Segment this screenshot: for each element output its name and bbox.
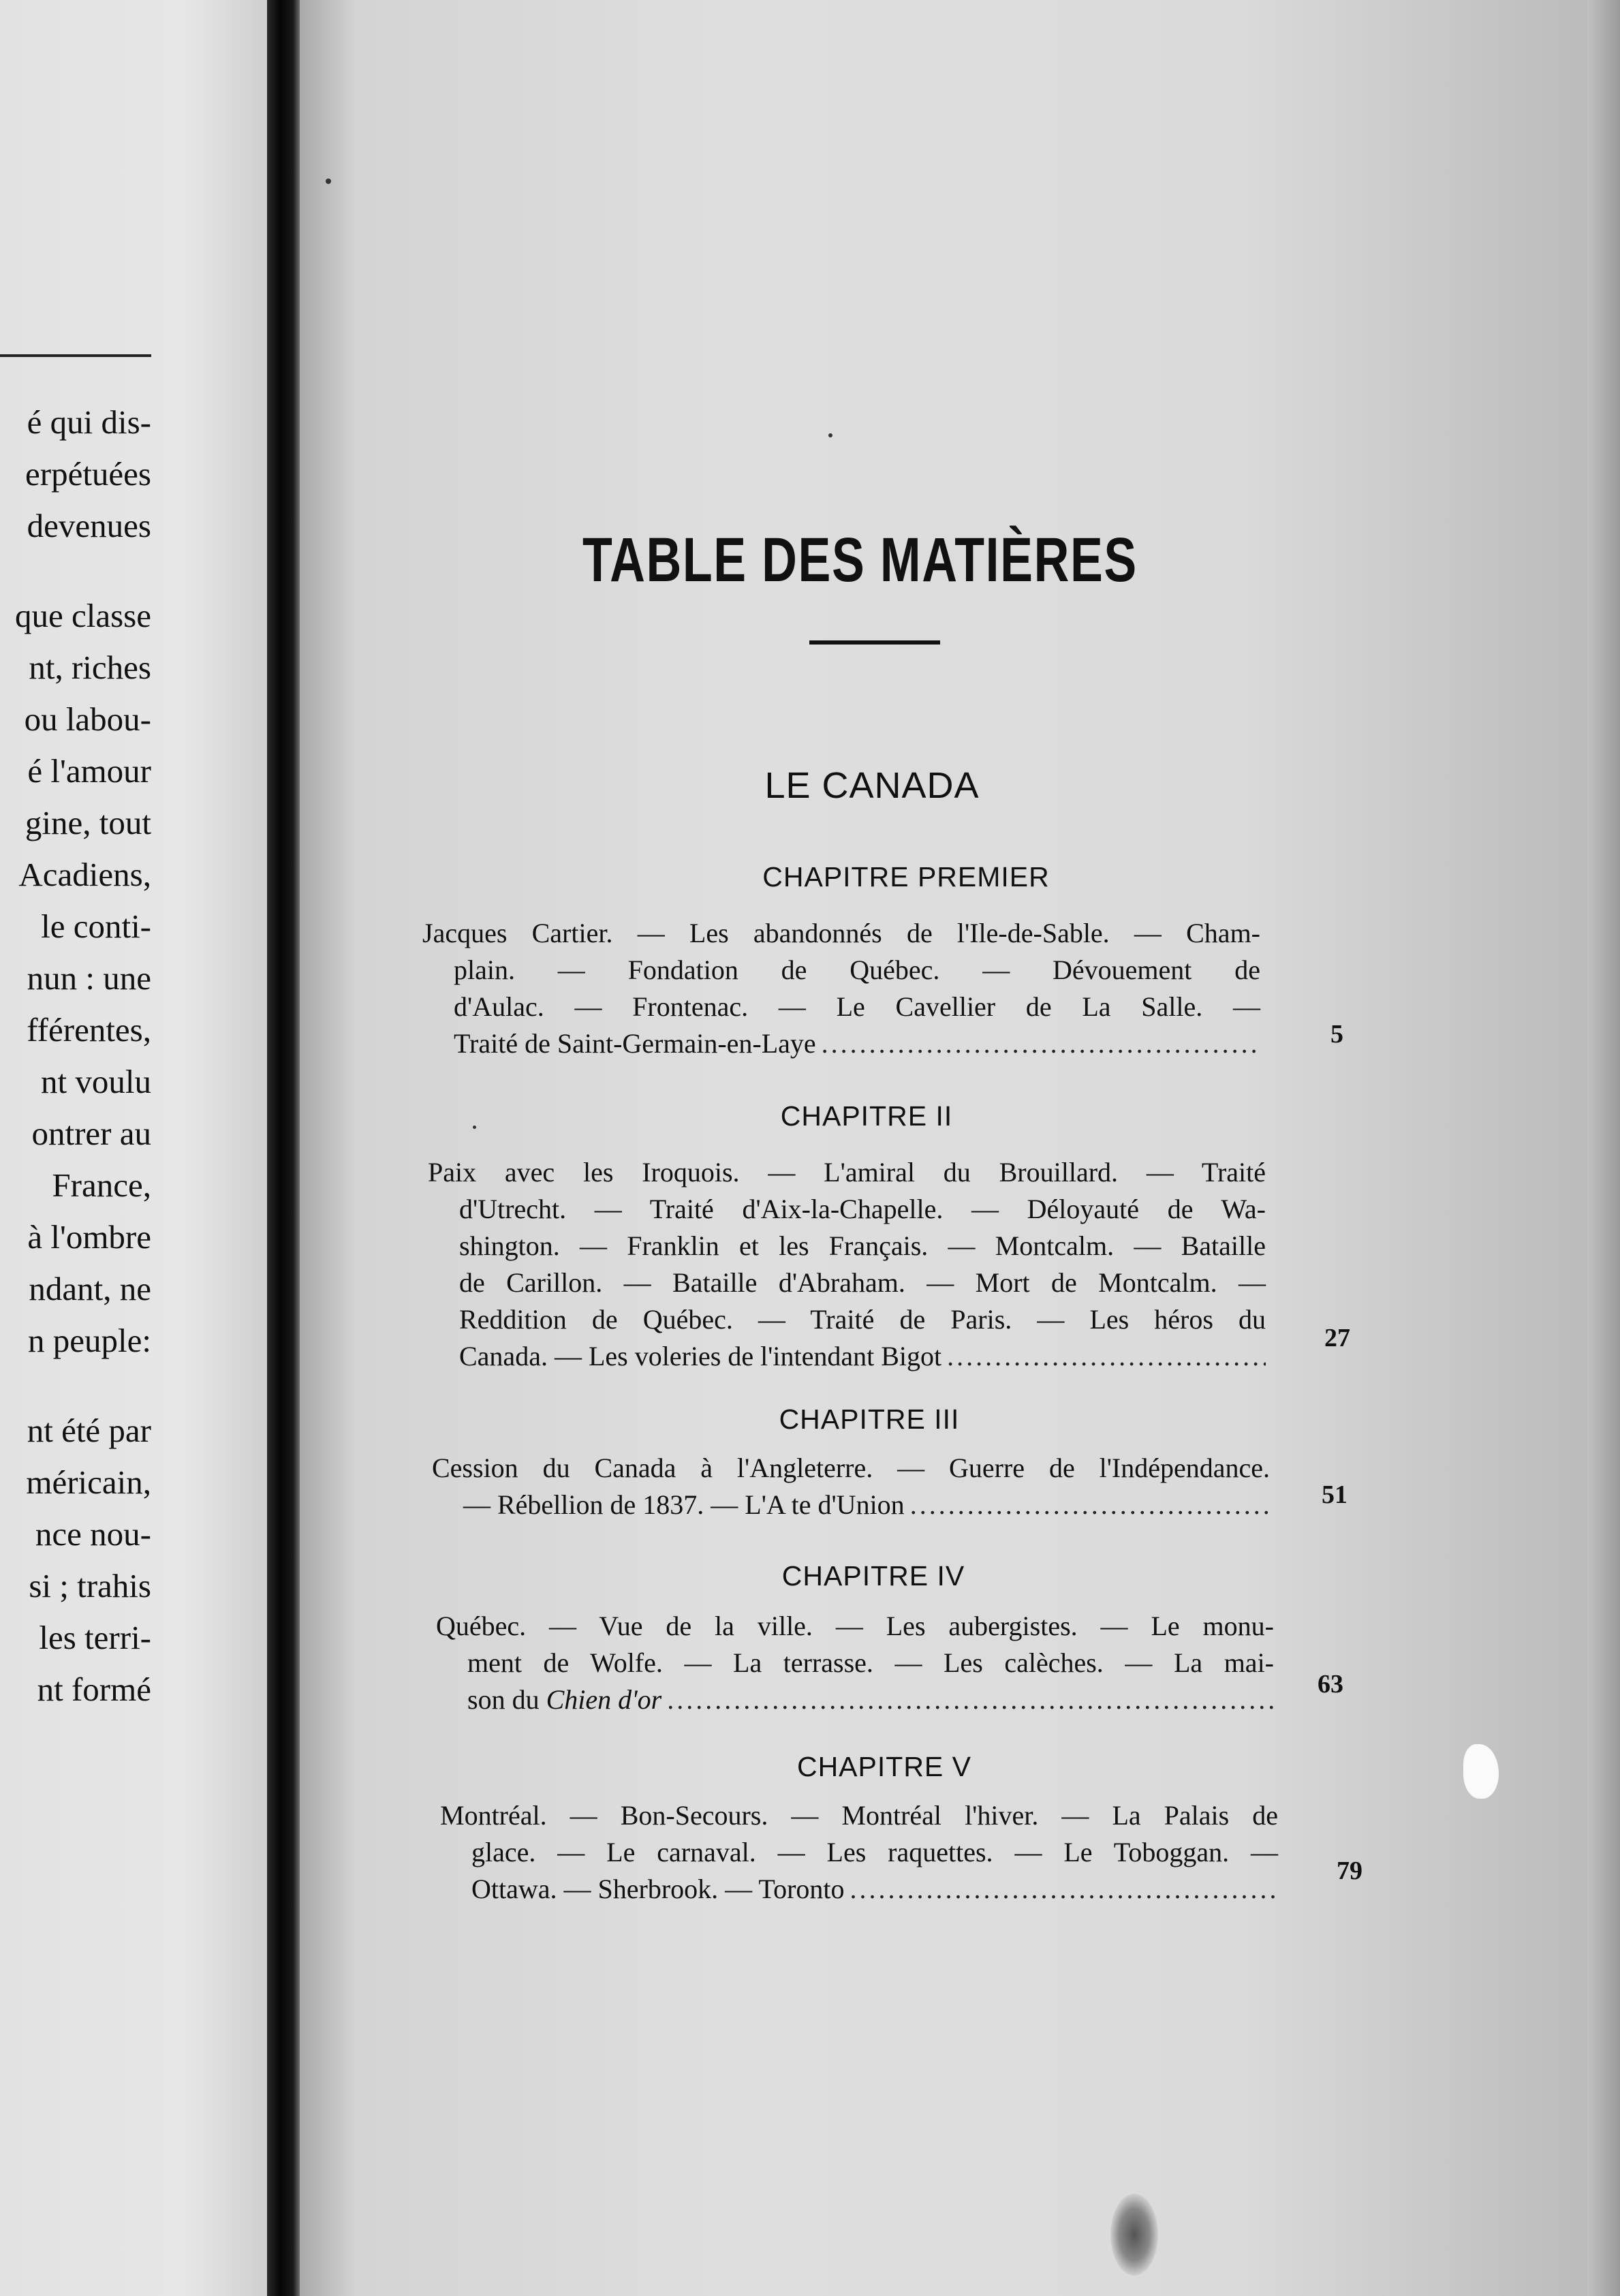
toc-entry bbox=[440, 1797, 1278, 1908]
left-line: le conti- bbox=[41, 907, 151, 945]
left-line-gap bbox=[15, 1367, 151, 1405]
left-line: erpétuées bbox=[25, 455, 151, 493]
toc-entry-line: Paix avec les Iroquois. — L'amiral du Brouillard. — Traité bbox=[428, 1157, 1266, 1188]
page-number: 79 bbox=[1337, 1857, 1362, 1885]
left-line: ou labou- bbox=[24, 700, 151, 738]
left-line: nt, riches bbox=[29, 649, 151, 686]
toc-entry-line: Jacques Cartier. — Les abandonnés de l'Ile-de-Sable. — Cham- bbox=[422, 918, 1260, 948]
left-line: que classe bbox=[15, 597, 151, 634]
page-number: 5 bbox=[1330, 1020, 1343, 1049]
left-line: devenues bbox=[27, 507, 151, 544]
page-number: 51 bbox=[1322, 1480, 1348, 1509]
chapter-heading: CHAPITRE III bbox=[779, 1403, 960, 1435]
toc-entry-line: glace. — Le carnaval. — Les raquettes. — Le Toboggan. — bbox=[471, 1837, 1278, 1867]
toc-entry-line: d'Aulac. — Frontenac. — Le Cavellier de La Salle. — bbox=[454, 991, 1260, 1022]
toc-entry-line: d'Utrecht. — Traité d'Aix-la-Chapelle. — Déloyauté de Wa- bbox=[459, 1194, 1266, 1224]
toc-entry-text: Canada. — Les voleries de l'intendant Bigot bbox=[459, 1341, 942, 1371]
leader-dots bbox=[667, 1681, 1274, 1718]
toc-entry-line: Cession du Canada à l'Angleterre. — Guerre de l'Indépendance. bbox=[432, 1453, 1270, 1483]
toc-entry-line: plain. — Fondation de Québec. — Dévouement de bbox=[454, 955, 1260, 985]
dust-speck bbox=[326, 179, 331, 184]
left-line: fférentes, bbox=[27, 1011, 151, 1049]
left-line: ndant, ne bbox=[29, 1270, 151, 1307]
ink-smudge-artifact bbox=[1110, 2194, 1158, 2276]
toc-entry bbox=[428, 1154, 1266, 1375]
toc-entry-text-start: son du bbox=[467, 1684, 540, 1715]
left-line: é l'amour bbox=[27, 752, 151, 790]
title-rule bbox=[809, 640, 940, 645]
right-page bbox=[354, 0, 1620, 2296]
toc-entry bbox=[432, 1450, 1270, 1523]
toc-entry-text bbox=[467, 1681, 661, 1718]
toc-entry-text: Ottawa. — Sherbrook. — Toronto bbox=[471, 1874, 845, 1904]
left-line: méricain, bbox=[26, 1463, 151, 1501]
page-number: 27 bbox=[1324, 1324, 1350, 1352]
leader-dots bbox=[947, 1338, 1266, 1375]
dust-speck bbox=[473, 1126, 476, 1129]
toc-entry-line bbox=[422, 1025, 1260, 1062]
dust-speck bbox=[828, 433, 832, 437]
toc-entry-line bbox=[440, 1871, 1278, 1908]
left-line: ontrer au bbox=[31, 1115, 151, 1152]
chapter-heading: CHAPITRE PREMIER bbox=[762, 861, 1050, 893]
left-line: nt voulu bbox=[41, 1063, 151, 1100]
left-line: é qui dis- bbox=[27, 403, 151, 441]
chapter-heading: CHAPITRE IV bbox=[781, 1560, 965, 1592]
page-edge-shadow bbox=[1587, 0, 1620, 2296]
toc-entry-text: Traité de Saint-Germain-en-Laye bbox=[454, 1028, 816, 1059]
left-line: France, bbox=[52, 1166, 151, 1204]
toc-entry-text: — Rébellion de 1837. — L'A te d'Union bbox=[463, 1489, 905, 1520]
left-line: Acadiens, bbox=[18, 856, 151, 893]
toc-entry-line bbox=[428, 1338, 1266, 1375]
toc-entry-line: shington. — Franklin et les Français. — Montcalm. — Bataille bbox=[459, 1230, 1266, 1261]
left-line: nt formé bbox=[37, 1671, 151, 1708]
book-gutter bbox=[267, 0, 300, 2296]
left-line: à l'ombre bbox=[27, 1218, 151, 1256]
left-line: gine, tout bbox=[25, 804, 151, 841]
chapter-heading: CHAPITRE V bbox=[796, 1751, 972, 1782]
left-line: nun : une bbox=[27, 959, 151, 997]
leader-dots bbox=[910, 1487, 1270, 1523]
toc-entry-line: Reddition de Québec. — Traité de Paris. — Les héros du bbox=[459, 1304, 1266, 1335]
left-line: n peuple: bbox=[28, 1322, 151, 1359]
left-line-gap bbox=[15, 552, 151, 590]
toc-entry-line bbox=[432, 1487, 1270, 1523]
left-line: nce nou- bbox=[35, 1515, 151, 1553]
toc-entry-line: de Carillon. — Bataille d'Abraham. — Mort de Montcalm. — bbox=[459, 1267, 1266, 1298]
page-title: TABLE DES MATIÈRES bbox=[582, 525, 1138, 595]
left-line: si ; trahis bbox=[29, 1567, 151, 1604]
gutter-shadow bbox=[300, 0, 354, 2296]
toc-entry bbox=[422, 915, 1260, 1062]
leader-dots bbox=[850, 1871, 1279, 1908]
left-line: nt été par bbox=[27, 1412, 151, 1449]
chapter-heading: CHAPITRE II bbox=[780, 1100, 953, 1132]
leader-dots bbox=[822, 1025, 1260, 1062]
left-facing-page bbox=[0, 0, 267, 2296]
toc-entry-line: Québec. — Vue de la ville. — Les aubergistes. — Le monu- bbox=[436, 1611, 1274, 1641]
toc-entry bbox=[436, 1608, 1274, 1718]
toc-entry-line: Montréal. — Bon-Secours. — Montréal l'hiver. — La Palais de bbox=[440, 1800, 1278, 1831]
page-number: 63 bbox=[1318, 1670, 1343, 1698]
toc-entry-italic: Chien d'or bbox=[546, 1684, 662, 1715]
left-line: les terri- bbox=[39, 1619, 151, 1656]
toc-entry-line: ment de Wolfe. — La terrasse. — Les calèches. — La mai- bbox=[467, 1647, 1274, 1678]
toc-entry-line bbox=[436, 1681, 1274, 1718]
left-page-rule bbox=[0, 354, 151, 357]
left-page-text bbox=[15, 397, 151, 1716]
section-heading: LE CANADA bbox=[764, 765, 980, 806]
